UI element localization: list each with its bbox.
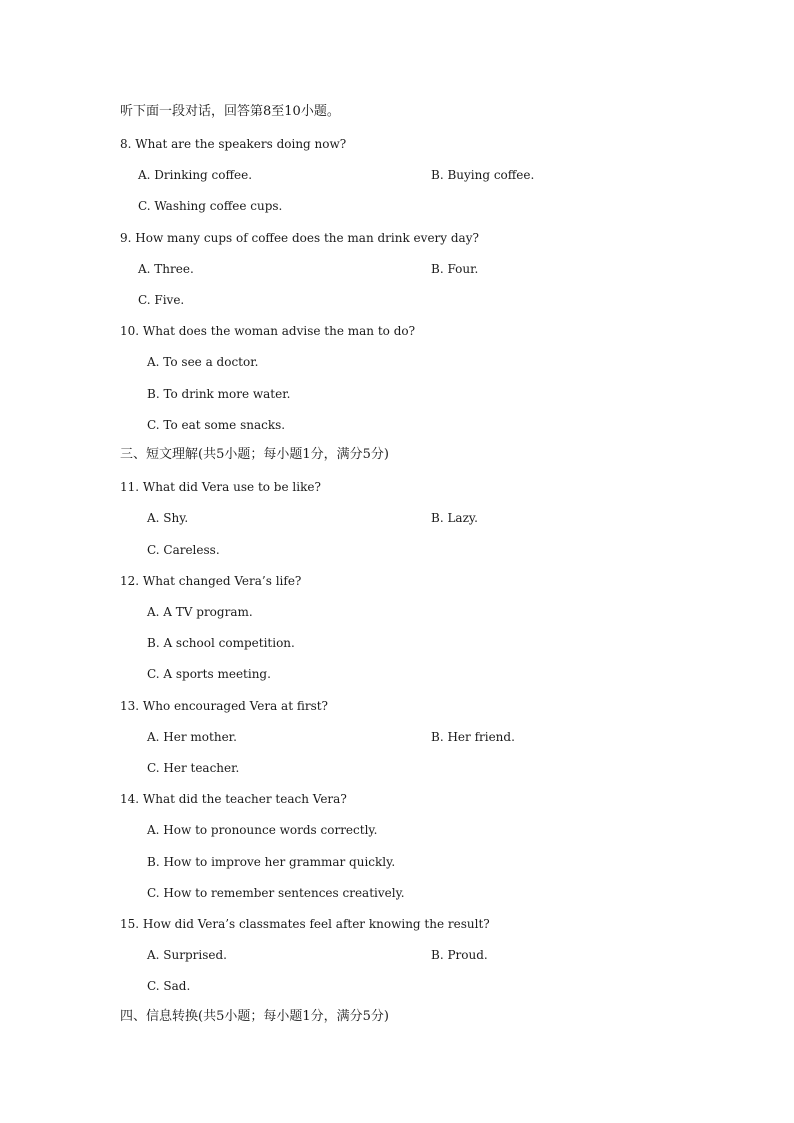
question-11-option-b: B. Lazy. [431,511,478,525]
question-15-option-a: A. Surprised. [147,948,227,962]
question-11-option-c: C. Careless. [147,543,220,557]
question-9-stem: 9. How many cups of coffee does the man drink every day? [120,231,479,245]
question-9-option-c: C. Five. [138,293,185,307]
section-4-title: 四、信息转换(共5小题；每小题1分，满分5分) [120,1009,389,1024]
question-14-option-c: C. How to remember sentences creatively. [147,886,405,900]
question-12-option-b: B. A school competition. [147,636,295,650]
question-10-option-b: B. To drink more water. [147,387,291,401]
section-3-title: 三、短文理解(共5小题；每小题1分，满分5分) [120,447,389,462]
question-12-option-c: C. A sports meeting. [147,667,271,681]
question-14-stem: 14. What did the teacher teach Vera? [120,792,347,806]
question-8-stem: 8. What are the speakers doing now? [120,137,347,151]
question-11-option-a: A. Shy. [147,511,189,525]
question-10-stem: 10. What does the woman advise the man to do? [120,324,416,338]
question-13-option-b: B. Her friend. [431,730,515,744]
question-12-stem: 12. What changed Vera’s life? [120,574,302,588]
question-13-option-a: A. Her mother. [147,730,237,744]
question-14-option-a: A. How to pronounce words correctly. [147,823,378,837]
question-9-option-a: A. Three. [138,262,194,276]
question-8-option-c: C. Washing coffee cups. [138,199,283,213]
question-13-stem: 13. Who encouraged Vera at first? [120,699,328,713]
question-10-option-c: C. To eat some snacks. [147,418,286,432]
question-9-option-b: B. Four. [431,262,479,276]
question-13-option-c: C. Her teacher. [147,761,240,775]
question-15-option-b: B. Proud. [431,948,488,962]
question-12-option-a: A. A TV program. [147,605,253,619]
question-8-option-b: B. Buying coffee. [431,168,535,182]
question-11-stem: 11. What did Vera use to be like? [120,480,321,494]
question-8-option-a: A. Drinking coffee. [138,168,253,182]
question-10-option-a: A. To see a doctor. [147,355,259,369]
question-15-stem: 15. How did Vera’s classmates feel after knowing the result? [120,917,490,931]
question-15-option-c: C. Sad. [147,979,191,993]
question-14-option-b: B. How to improve her grammar quickly. [147,855,396,869]
listening-intro: 听下面一段对话，回答第8至10小题。 [120,104,340,119]
